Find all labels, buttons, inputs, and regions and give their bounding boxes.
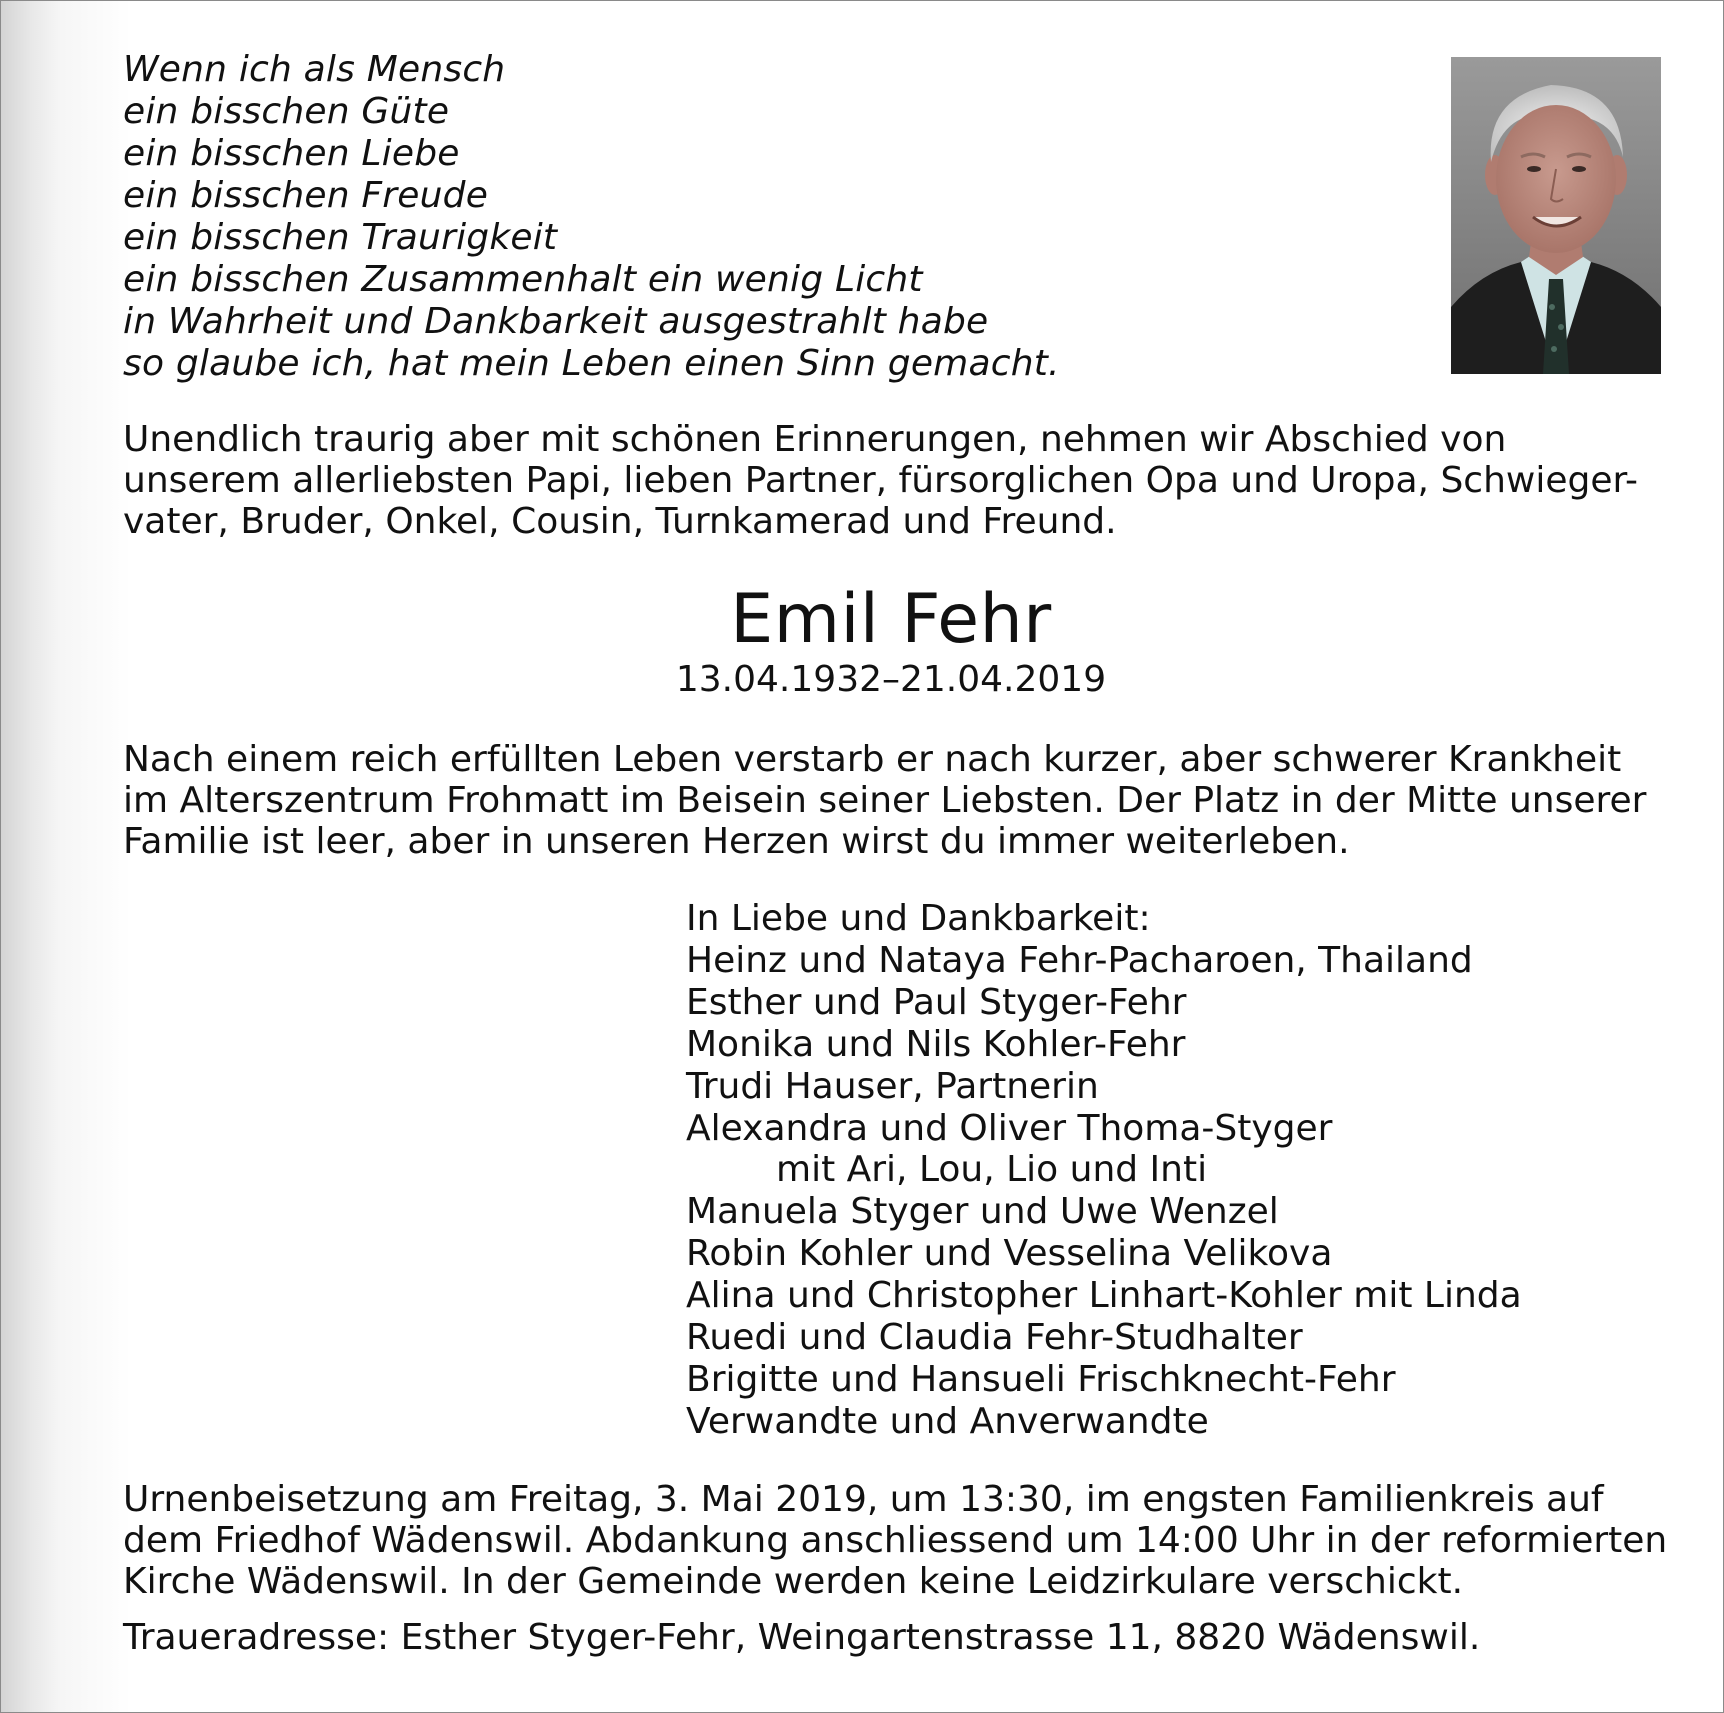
story-line: Nach einem reich erfüllten Leben verstarb er nach kurzer, aber schwerer Krankheit (123, 739, 1622, 780)
intro-line: Unendlich traurig aber mit schönen Erinnerungen, nehmen wir Abschied von (123, 419, 1507, 460)
story-line: Familie ist leer, aber in unseren Herzen wirst du immer weiterleben. (123, 821, 1350, 862)
mourner-line: Monika und Nils Kohler-Fehr (686, 1023, 1186, 1065)
mourning-address: Traueradresse: Esther Styger-Fehr, Weingartenstrasse 11, 8820 Wädenswil. (123, 1617, 1481, 1658)
poem-line: ein bisschen Liebe (123, 133, 460, 174)
intro-line: unserem allerliebsten Papi, lieben Partner, fürsorglichen Opa und Uropa, Schwieger- (123, 460, 1638, 501)
portrait-photo (1451, 57, 1661, 374)
mourner-line: Esther und Paul Styger-Fehr (686, 981, 1187, 1023)
mourner-line: Heinz und Nataya Fehr-Pacharoen, Thailand (686, 939, 1473, 981)
intro-line: vater, Bruder, Onkel, Cousin, Turnkamerad und Freund. (123, 501, 1117, 542)
poem-line: ein bisschen Traurigkeit (123, 217, 558, 258)
funeral-line: Urnenbeisetzung am Freitag, 3. Mai 2019, um 13:30, im engsten Familienkreis auf (123, 1479, 1604, 1520)
intro-paragraph (123, 419, 1638, 542)
poem-line: in Wahrheit und Dankbarkeit ausgestrahlt habe (123, 301, 989, 342)
poem-line: Wenn ich als Mensch (123, 49, 506, 90)
poem-line: ein bisschen Zusammenhalt ein wenig Licht (123, 259, 923, 300)
mourner-line: Brigitte und Hansueli Frischknecht-Fehr (686, 1358, 1396, 1400)
poem-line: ein bisschen Freude (123, 175, 489, 216)
deceased-name: Emil Fehr (730, 580, 1052, 659)
mourner-line-indented: mit Ari, Lou, Lio und Inti (776, 1149, 1208, 1191)
life-dates: 13.04.1932–21.04.2019 (675, 659, 1107, 700)
mourner-line: Manuela Styger und Uwe Wenzel (686, 1191, 1279, 1233)
funeral-paragraph (123, 1479, 1667, 1602)
portrait-photo-drawing (1451, 57, 1661, 374)
poem-line: ein bisschen Güte (123, 91, 450, 132)
poem (123, 49, 1060, 385)
mourner-line: Alina und Christopher Linhart-Kohler mit Linda (686, 1275, 1522, 1317)
mourners-list (686, 898, 1522, 1443)
mourner-line: Verwandte und Anverwandte (686, 1400, 1209, 1442)
poem-line: so glaube ich, hat mein Leben einen Sinn gemacht. (123, 343, 1060, 384)
funeral-line: dem Friedhof Wädenswil. Abdankung anschliessend um 14:00 Uhr in der reformierten (123, 1520, 1668, 1561)
story-paragraph (123, 739, 1646, 862)
mourner-line: Robin Kohler und Vesselina Velikova (686, 1233, 1333, 1275)
mourner-line: Alexandra und Oliver Thoma-Styger (686, 1107, 1333, 1149)
mourner-line: Trudi Hauser, Partnerin (686, 1065, 1099, 1107)
mourners-heading: In Liebe und Dankbarkeit: (686, 898, 1151, 939)
mourner-line: Ruedi und Claudia Fehr-Studhalter (686, 1317, 1303, 1359)
funeral-line: Kirche Wädenswil. In der Gemeinde werden keine Leidzirkulare verschickt. (123, 1561, 1464, 1602)
story-line: im Alterszentrum Frohmatt im Beisein seiner Liebsten. Der Platz in der Mitte unserer (123, 780, 1647, 821)
